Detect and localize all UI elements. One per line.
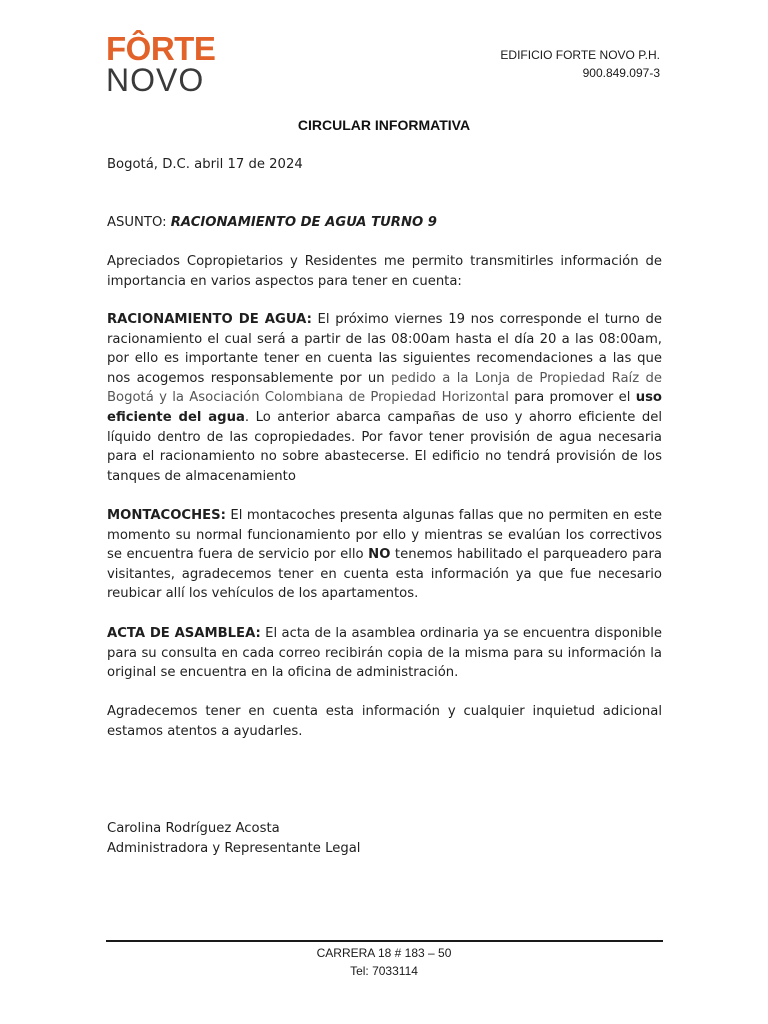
sender-name: EDIFICIO FORTE NOVO P.H. xyxy=(500,48,660,62)
section-racionamiento xyxy=(107,310,662,486)
section-acta xyxy=(107,624,662,683)
signature-block xyxy=(107,819,662,858)
document-title: CIRCULAR INFORMATIVA xyxy=(297,117,471,133)
signature-role: Administradora y Representante Legal xyxy=(107,840,361,856)
company-logo xyxy=(106,24,226,96)
section-text: . Lo anterior abarca campañas de uso y ahorro eficiente del líquido dentro de las copropiedades. Por favor tener provisión de agua necesaria para el racionamiento no sobre abastecerse. El edificio no tendrá provisión de los tanques de almacenamiento xyxy=(107,409,662,484)
section-text: para promover el xyxy=(508,390,636,406)
section-heading: MONTACOCHES: xyxy=(107,508,226,523)
footer-divider xyxy=(106,940,663,942)
section-text: El montacoches presenta algunas fallas que no permiten en este momento su normal funcionamiento por ello y mientras se evalúan los correctivos se encuentra fuera de servicio por ello xyxy=(107,508,662,563)
section-text: El próximo viernes 19 nos corresponde el turno de racionamiento el cual será a partir de las 08:00am hasta el día 20 a las 08:00am, por ello es importante tener en cuenta las siguientes recomendaciones a las que nos acogemos responsablemente por un xyxy=(107,312,662,386)
closing-paragraph: Agradecemos tener en cuenta esta información y cualquier inquietud adicional estamos atentos a ayudarles. xyxy=(107,704,662,739)
section-bold-text: uso eficiente del agua xyxy=(107,390,662,425)
section-heading: ACTA DE ASAMBLEA: xyxy=(107,626,261,641)
document-date: Bogotá, D.C. abril 17 de 2024 xyxy=(107,157,303,172)
footer xyxy=(0,944,768,980)
footer-phone: Tel: 7033114 xyxy=(350,964,418,978)
logo-line-1: FÔRTE xyxy=(106,30,216,67)
sender-nit: 900.849.097-3 xyxy=(582,66,660,80)
sender-block xyxy=(500,46,660,82)
section-montacoches xyxy=(107,506,662,604)
footer-address: CARRERA 18 # 183 – 50 xyxy=(316,946,452,960)
subject-label: ASUNTO: xyxy=(107,215,171,230)
section-text: El acta de la asamblea ordinaria ya se encuentra disponible para su consulta en cada correo recibirán copia de la misma para su información la original se encuentra en la oficina de administración. xyxy=(107,626,662,681)
logo-line-2: NOVO xyxy=(106,62,205,98)
section-text-grey: pedido a la Lonja de Propiedad Raíz de Bogotá y la Asociación Colombiana de Propiedad Horizontal xyxy=(107,370,662,406)
subject-value: RACIONAMIENTO DE AGUA TURNO 9 xyxy=(170,215,437,230)
subject-line xyxy=(107,213,662,233)
section-text: tenemos habilitado el parqueadero para visitantes, agradecemos tener en cuenta esta información ya que fue necesario reubicar allí los vehículos de los apartamentos. xyxy=(107,547,662,602)
section-heading: RACIONAMIENTO DE AGUA: xyxy=(107,312,312,327)
signature-name: Carolina Rodríguez Acosta xyxy=(107,821,280,836)
intro-paragraph: Apreciados Copropietarios y Residentes me permito transmitirles información de importancia en varios aspectos para tener en cuenta: xyxy=(107,254,662,289)
section-bold-text: NO xyxy=(368,547,391,563)
